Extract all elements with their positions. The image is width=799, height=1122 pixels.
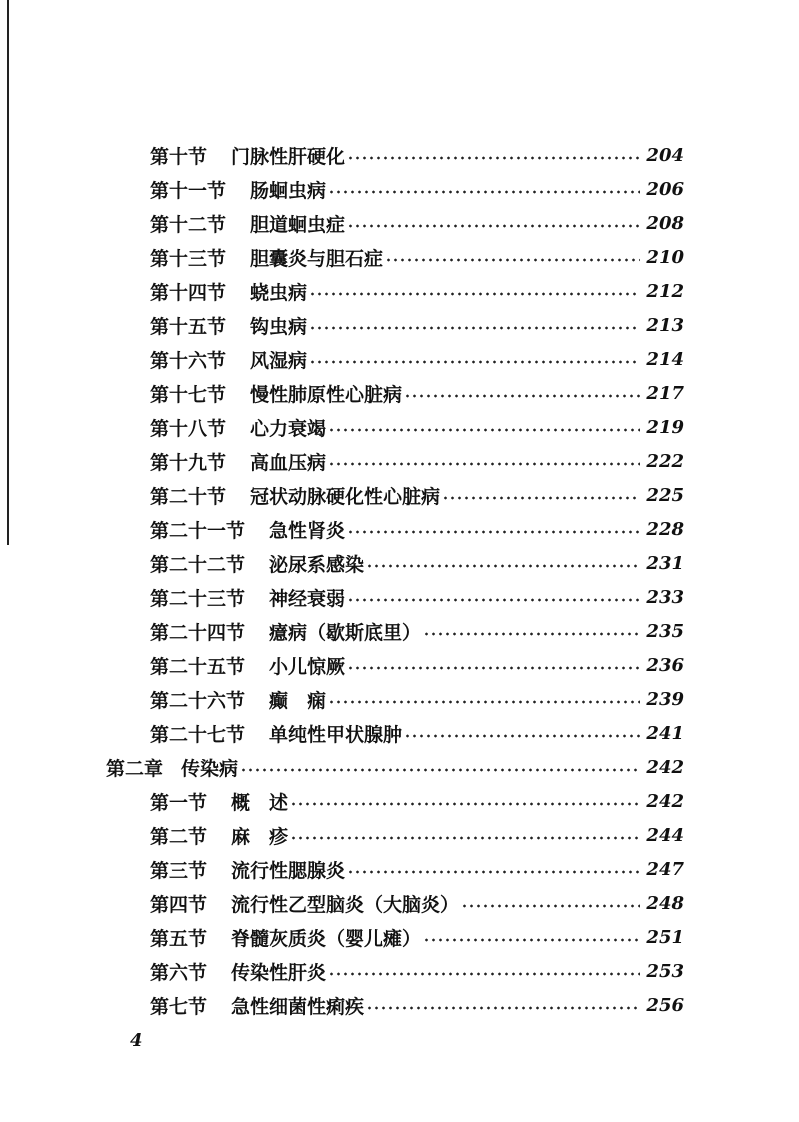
section-number: 第十一节 xyxy=(150,179,227,202)
toc-entry[interactable] xyxy=(150,920,684,954)
dot-leader xyxy=(328,700,640,704)
section-number: 第二十七节 xyxy=(150,723,246,746)
dot-leader xyxy=(366,1006,640,1010)
toc-entry[interactable] xyxy=(150,886,684,920)
toc-entry[interactable] xyxy=(150,308,684,342)
page-number: 239 xyxy=(646,688,684,710)
section-title: 胆道蛔虫症 xyxy=(250,213,346,236)
toc-entry[interactable] xyxy=(150,478,684,512)
dot-leader xyxy=(290,836,640,840)
page-number: 204 xyxy=(646,144,684,166)
section-number: 第十三节 xyxy=(150,247,227,270)
page-folio-number: 4 xyxy=(130,1030,143,1051)
toc-entry[interactable] xyxy=(150,954,684,988)
section-title: 门脉性肝硬化 xyxy=(231,145,346,168)
page-number: 251 xyxy=(646,926,684,948)
dot-leader xyxy=(328,190,640,194)
toc-entry[interactable] xyxy=(150,240,684,274)
dot-leader xyxy=(290,802,640,806)
toc-entry[interactable] xyxy=(150,784,684,818)
dot-leader xyxy=(404,734,640,738)
toc-entry[interactable] xyxy=(150,172,684,206)
page-number: 217 xyxy=(646,382,684,404)
dot-leader xyxy=(309,360,640,364)
dot-leader xyxy=(309,292,640,296)
section-number: 第一节 xyxy=(150,791,208,814)
section-number: 第十五节 xyxy=(150,315,227,338)
section-title: 急性肾炎 xyxy=(269,519,346,542)
toc-entry[interactable] xyxy=(150,546,684,580)
toc-entry[interactable] xyxy=(150,138,684,172)
dot-leader xyxy=(347,598,640,602)
page-number: 225 xyxy=(646,484,684,506)
toc-entry[interactable] xyxy=(150,444,684,478)
toc-entry[interactable] xyxy=(150,648,684,682)
toc-entry[interactable] xyxy=(150,682,684,716)
page-binding-line xyxy=(7,0,9,545)
section-title: 慢性肺原性心脏病 xyxy=(250,383,403,406)
toc-entry[interactable] xyxy=(150,342,684,376)
page-number: 219 xyxy=(646,416,684,438)
page-number: 231 xyxy=(646,552,684,574)
page-number: 228 xyxy=(646,518,684,540)
section-title: 冠状动脉硬化性心脏病 xyxy=(250,485,441,508)
dot-leader xyxy=(328,462,640,466)
section-title: 肠蛔虫病 xyxy=(250,179,327,202)
page-number: 235 xyxy=(646,620,684,642)
page-number: 241 xyxy=(646,722,684,744)
section-title: 麻 疹 xyxy=(231,825,289,848)
page-number: 242 xyxy=(646,790,684,812)
page-number: 206 xyxy=(646,178,684,200)
page-number: 248 xyxy=(646,892,684,914)
dot-leader xyxy=(461,904,640,908)
dot-leader xyxy=(423,938,640,942)
section-title: 癔病（歇斯底里） xyxy=(269,621,422,644)
section-number: 第十四节 xyxy=(150,281,227,304)
dot-leader xyxy=(347,156,640,160)
section-title: 心力衰竭 xyxy=(250,417,327,440)
section-number: 第二十三节 xyxy=(150,587,246,610)
section-title: 脊髓灰质炎（婴儿瘫） xyxy=(231,927,422,950)
toc-entry[interactable] xyxy=(150,410,684,444)
toc-entry[interactable] xyxy=(150,614,684,648)
dot-leader xyxy=(347,666,640,670)
dot-leader xyxy=(309,326,640,330)
section-title: 钩虫病 xyxy=(250,315,308,338)
page-number: 253 xyxy=(646,960,684,982)
toc-entry[interactable] xyxy=(150,580,684,614)
page-number: 242 xyxy=(646,756,684,778)
section-title: 概 述 xyxy=(231,791,289,814)
section-number: 第二十节 xyxy=(150,485,227,508)
chapter-number: 第二章 xyxy=(106,757,164,780)
section-title: 泌尿系感染 xyxy=(269,553,365,576)
section-number: 第十二节 xyxy=(150,213,227,236)
section-number: 第三节 xyxy=(150,859,208,882)
page-number: 247 xyxy=(646,858,684,880)
section-number: 第二十一节 xyxy=(150,519,246,542)
section-number: 第七节 xyxy=(150,995,208,1018)
page-number: 222 xyxy=(646,450,684,472)
section-title: 流行性腮腺炎 xyxy=(231,859,346,882)
section-number: 第十六节 xyxy=(150,349,227,372)
page-number: 210 xyxy=(646,246,684,268)
section-number: 第十节 xyxy=(150,145,208,168)
section-title: 风湿病 xyxy=(250,349,308,372)
section-title: 流行性乙型脑炎（大脑炎） xyxy=(231,893,460,916)
dot-leader xyxy=(404,394,640,398)
page-number: 213 xyxy=(646,314,684,336)
toc-entry[interactable] xyxy=(150,512,684,546)
section-title: 高血压病 xyxy=(250,451,327,474)
section-title: 胆囊炎与胆石症 xyxy=(250,247,384,270)
page-number: 208 xyxy=(646,212,684,234)
page-number: 212 xyxy=(646,280,684,302)
section-number: 第十九节 xyxy=(150,451,227,474)
section-title: 蛲虫病 xyxy=(250,281,308,304)
dot-leader xyxy=(347,870,640,874)
toc-entry[interactable] xyxy=(150,716,684,750)
dot-leader xyxy=(328,428,640,432)
toc-entry[interactable] xyxy=(150,274,684,308)
section-number: 第十八节 xyxy=(150,417,227,440)
toc-chapter-entry[interactable] xyxy=(106,750,684,784)
section-title: 小儿惊厥 xyxy=(269,655,346,678)
section-number: 第十七节 xyxy=(150,383,227,406)
dot-leader xyxy=(240,768,640,772)
section-number: 第二十五节 xyxy=(150,655,246,678)
dot-leader xyxy=(385,258,640,262)
page-number: 233 xyxy=(646,586,684,608)
section-title: 传染性肝炎 xyxy=(231,961,327,984)
toc-entry[interactable] xyxy=(150,988,684,1022)
section-number: 第五节 xyxy=(150,927,208,950)
page-number: 214 xyxy=(646,348,684,370)
dot-leader xyxy=(347,530,640,534)
toc-entry[interactable] xyxy=(150,376,684,410)
section-number: 第二十六节 xyxy=(150,689,246,712)
section-number: 第二十四节 xyxy=(150,621,246,644)
section-number: 第二十二节 xyxy=(150,553,246,576)
section-title: 癫 痫 xyxy=(269,689,327,712)
dot-leader xyxy=(442,496,640,500)
dot-leader xyxy=(423,632,640,636)
page-number: 236 xyxy=(646,654,684,676)
toc-entry[interactable] xyxy=(150,206,684,240)
section-title: 神经衰弱 xyxy=(269,587,346,610)
dot-leader xyxy=(347,224,640,228)
dot-leader xyxy=(366,564,640,568)
page-number: 244 xyxy=(646,824,684,846)
section-number: 第二节 xyxy=(150,825,208,848)
section-title: 急性细菌性痢疾 xyxy=(231,995,365,1018)
toc-entry[interactable] xyxy=(150,818,684,852)
section-title: 单纯性甲状腺肿 xyxy=(269,723,403,746)
section-number: 第四节 xyxy=(150,893,208,916)
section-number: 第六节 xyxy=(150,961,208,984)
dot-leader xyxy=(328,972,640,976)
toc-entry[interactable] xyxy=(150,852,684,886)
page-number: 256 xyxy=(646,994,684,1016)
chapter-title: 传染病 xyxy=(181,757,239,780)
